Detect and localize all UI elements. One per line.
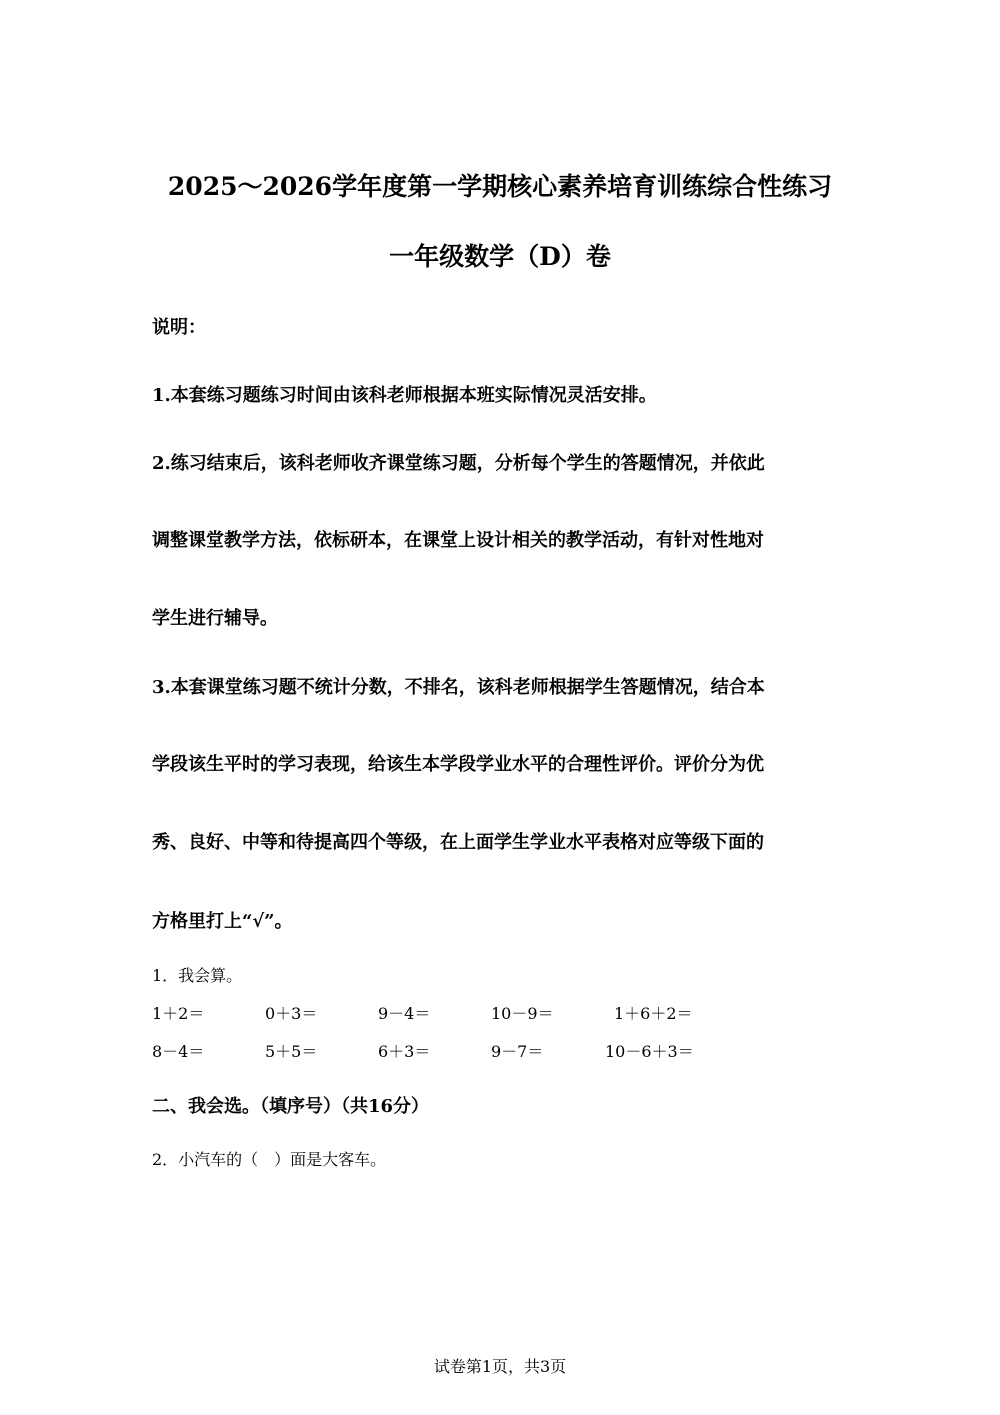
- calc-item: 10－9＝: [491, 1004, 554, 1023]
- instruction-item-3-line-4: 方格里打上“√”。: [152, 911, 293, 932]
- instruction-item-2-line-1: 2.练习结束后，该科老师收齐课堂练习题，分析每个学生的答题情况，并依此: [152, 453, 765, 474]
- instruction-item-3-line-2: 学段该生平时的学习表现，给该生本学段学业水平的合理性评价。评价分为优: [152, 754, 764, 775]
- calc-item: 1＋2＝: [152, 1004, 205, 1023]
- question-2-prompt: 2．小汽车的（ ）面是大客车。: [152, 1150, 387, 1169]
- calc-item: 9－4＝: [378, 1004, 431, 1023]
- calc-item: 5＋5＝: [265, 1042, 318, 1061]
- exam-subtitle: 一年级数学（D）卷: [389, 242, 611, 271]
- calc-item: 6＋3＝: [378, 1042, 431, 1061]
- question-1-prompt: 1．我会算。: [152, 966, 243, 985]
- calc-item: 1＋6＋2＝: [614, 1004, 693, 1023]
- calc-item: 0＋3＝: [265, 1004, 318, 1023]
- calc-item: 9－7＝: [491, 1042, 544, 1061]
- page-footer: 试卷第1页，共3页: [433, 1357, 567, 1376]
- instruction-item-2-line-2: 调整课堂教学方法，依标研本，在课堂上设计相关的教学活动，有针对性地对: [152, 530, 764, 551]
- calc-item: 10－6＋3＝: [605, 1042, 694, 1061]
- calc-item: 8－4＝: [152, 1042, 205, 1061]
- instruction-item-3-line-1: 3.本套课堂练习题不统计分数，不排名，该科老师根据学生答题情况，结合本: [152, 677, 765, 698]
- section-2-heading: 二、我会选。（填序号）（共16分）: [152, 1096, 430, 1117]
- instructions-label: 说明：: [152, 317, 206, 338]
- instruction-item-1: 1.本套练习题练习时间由该科老师根据本班实际情况灵活安排。: [152, 385, 657, 406]
- exam-title: 2025～2026学年度第一学期核心素养培育训练综合性练习: [167, 172, 833, 201]
- instruction-item-3-line-3: 秀、良好、中等和待提高四个等级，在上面学生学业水平表格对应等级下面的: [152, 832, 764, 853]
- instruction-item-2-line-3: 学生进行辅导。: [152, 608, 278, 629]
